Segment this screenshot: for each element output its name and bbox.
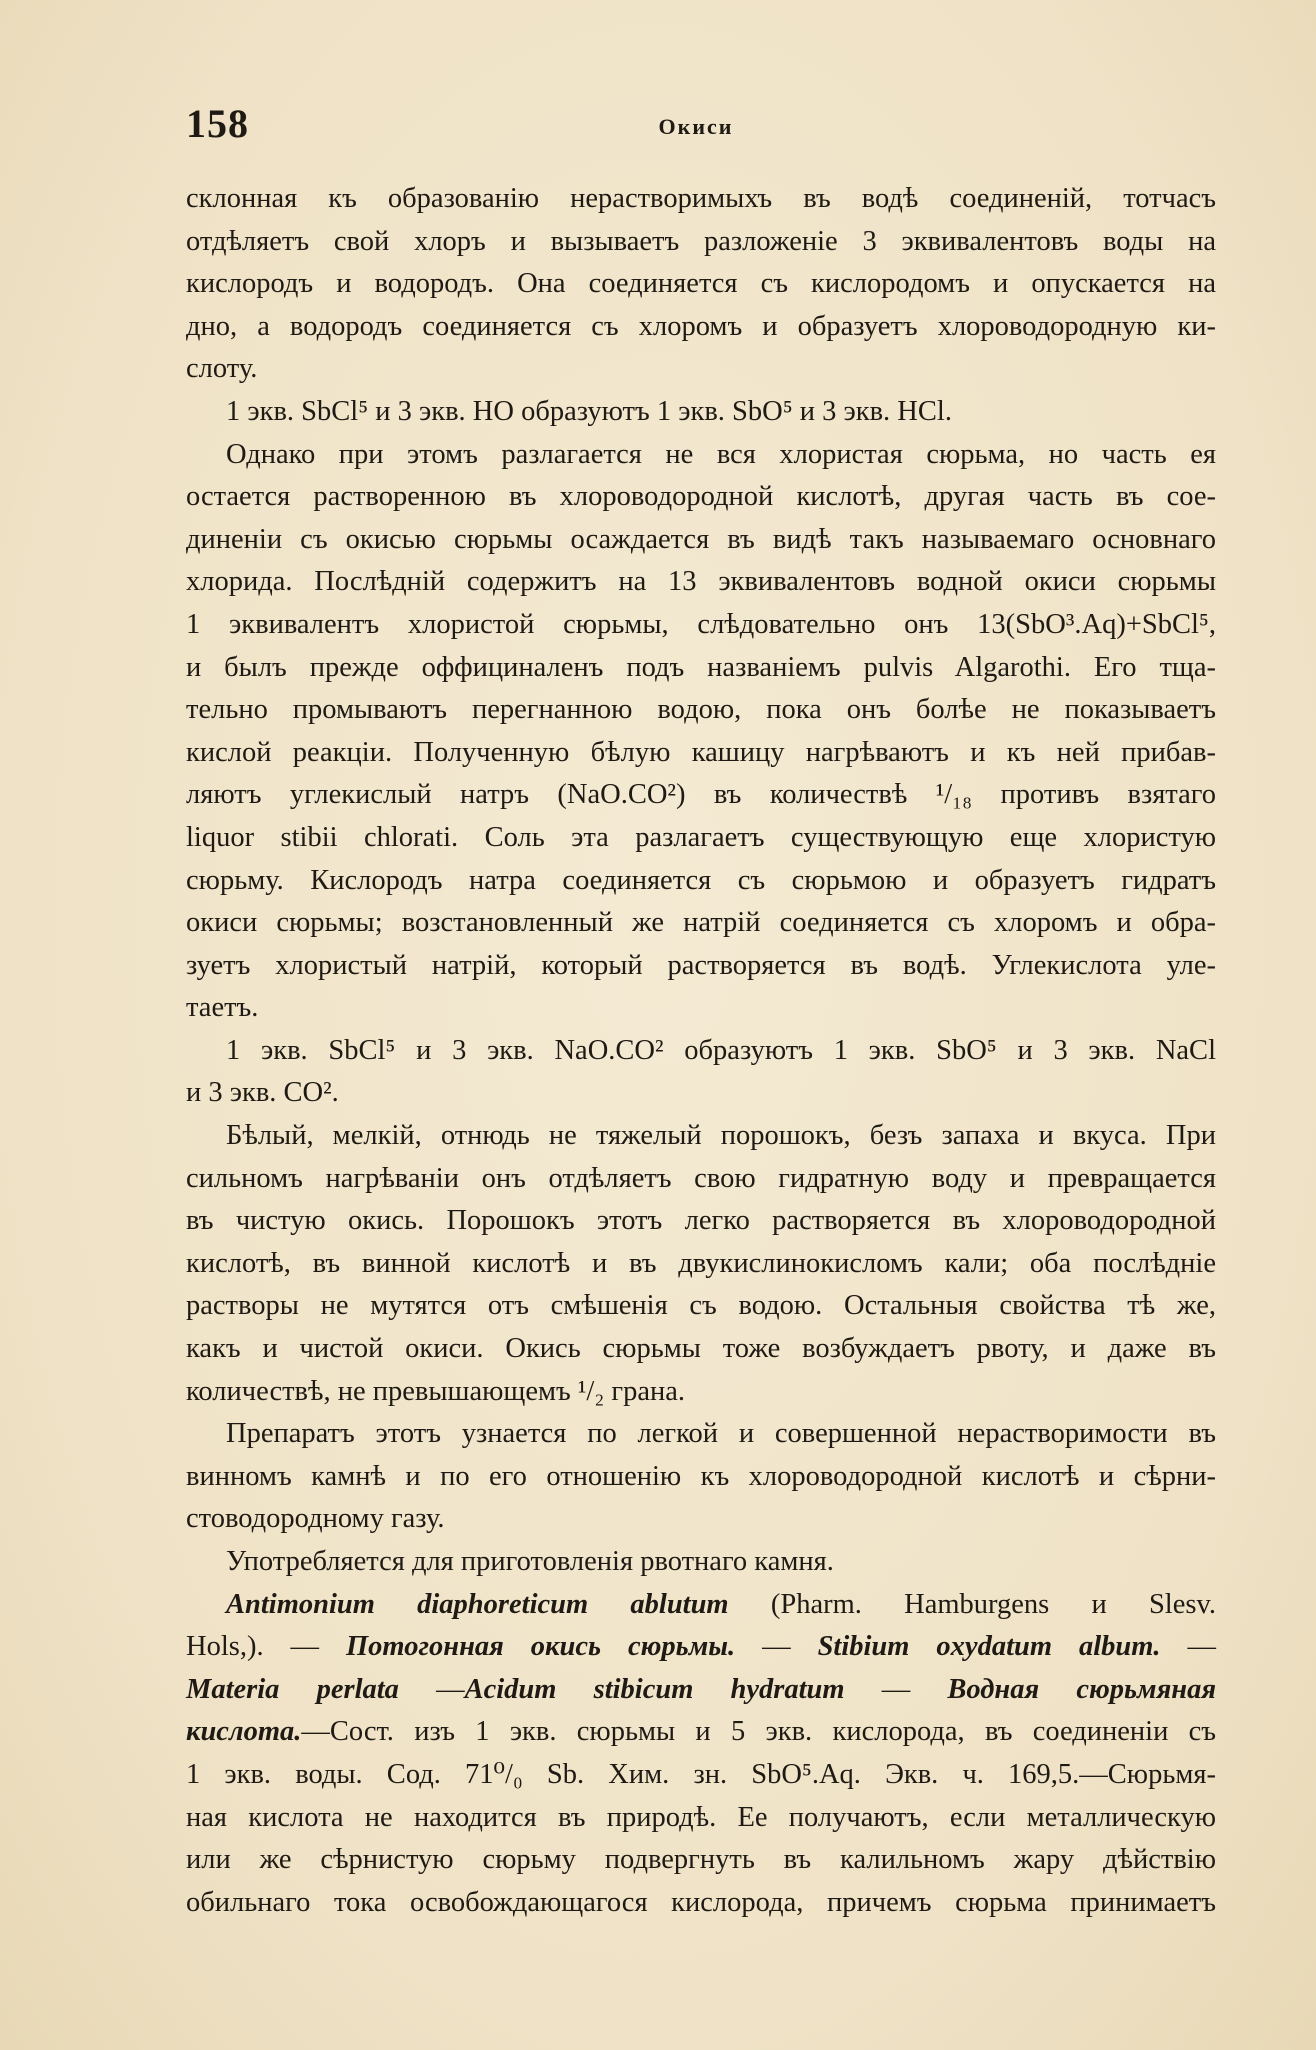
text-line: стоводородному газу. [186,1503,445,1535]
text-line: какъ и чистой окиси. Окись сюрьмы тоже возбуждаетъ рвоту, и даже въ [186,1333,1216,1365]
text-line: Препаратъ этотъ узнается по легкой и совершенной нерастворимости въ [226,1418,1216,1450]
text-run: — [844,1673,948,1705]
text-line: хлорида. Послѣдній содержитъ на 13 эквивалентовъ водной окиси сюрьмы [186,566,1216,598]
text-line: кислотѣ, въ винной кислотѣ и въ двукислинокисломъ кали; оба послѣдніе [186,1247,1216,1279]
text-line: 1 эквивалентъ хлористой сюрьмы, слѣдовательно онъ 13(SbO³.Aq)+SbCl⁵, [186,608,1216,640]
text-line: или же сѣрнистую сюрьму подвергнуть въ калильномъ жару дѣйствію [186,1844,1216,1876]
text-line: количествѣ, не превышающемъ ¹/₂ грана. [186,1375,686,1407]
text-run: Hols,). — [186,1631,347,1663]
text-line: отдѣляетъ свой хлоръ и вызываетъ разложеніе 3 эквивалентовъ воды на [186,225,1216,257]
italic-term: Потогонная окись сюрьмы. [346,1631,736,1663]
text-line: диненіи съ окисью сюрьмы осаждается въ видѣ такъ называемаго основнаго [186,523,1216,555]
text-line: ляютъ углекислый натръ (NaO.CO²) въ количествѣ ¹/₁₈ противъ взятаго [186,779,1216,811]
text-line: Бѣлый, мелкій, отнюдь не тяжелый порошокъ, безъ запаха и вкуса. При [226,1120,1216,1152]
italic-term: Stibium oxydatum album. [817,1631,1161,1663]
text-line [186,1669,1216,1712]
final-paragraph [186,1584,1216,1925]
text-run: — [735,1631,818,1663]
text-line: склонная къ образованію нерастворимыхъ въ водѣ соединеній, тотчасъ [186,183,1216,214]
text-run: — [1160,1631,1216,1663]
text-line [186,1584,1216,1627]
text-line: ная кислота не находится въ природѣ. Ее получаютъ, если металлическую [186,1801,1216,1833]
text-line: 1 экв. SbCl⁵ и 3 экв. HO образуютъ 1 экв. SbO⁵ и 3 экв. HCl. [226,395,952,427]
text-line: 1 экв. SbCl⁵ и 3 экв. NaO.CO² образуютъ 1 экв. SbO⁵ и 3 экв. NaCl [226,1034,1216,1066]
text-line: кислой реакціи. Полученную бѣлую кашицу нагрѣваютъ и къ ней прибав- [186,736,1216,768]
text-line: и былъ прежде оффициналенъ подъ названіемъ pulvis Algarothi. Его тща- [186,651,1216,683]
page-number: 158 [186,101,249,146]
text-line: остается растворенною въ хлороводородной кислотѣ, другая часть въ сое- [186,481,1216,513]
italic-term: Materia perlata [186,1673,399,1705]
text-line: тельно промываютъ перегнанною водою, пока онъ болѣе не показываетъ [186,694,1216,726]
text-line: сюрьму. Кислородъ натра соединяется съ сюрьмою и образуетъ гидратъ [186,864,1216,896]
text-line: окиси сюрьмы; возстановленный же натрій соединяется съ хлоромъ и обра- [186,907,1216,939]
text-line: 1 экв. воды. Сод. 71⁰/₀ Sb. Хим. зн. SbO⁵.Aq. Экв. ч. 169,5.—Сюрьмя- [186,1758,1216,1790]
italic-term: Antimonium diaphoreticum ablutum [226,1588,729,1620]
text-line: дно, а водородъ соединяется съ хлоромъ и образуетъ хлороводородную ки- [186,310,1216,342]
text-lines [186,178,1216,1584]
page-body [186,178,1216,1924]
text-line: обильнаго тока освобождающагося кислорода, причемъ сюрьма принимаетъ [186,1886,1216,1918]
page-header [186,100,1206,150]
italic-term: Водная сюрьмяная [947,1673,1217,1705]
text-line [186,1626,1216,1669]
text-line: Однако при этомъ разлагается не вся хлористая сюрьма, но часть ея [226,438,1216,470]
text-line: растворы не мутятся отъ смѣшенія съ водою. Остальныя свойства тѣ же, [186,1290,1216,1322]
text-line: Употребляется для приготовленія рвотнаго камня. [226,1546,834,1577]
text-line: и 3 экв. CO². [186,1077,339,1109]
text-line: сильномъ нагрѣваніи онъ отдѣляетъ свою гидратную воду и превращается [186,1162,1216,1194]
text-run: (Pharm. Hamburgens и Slesv. [728,1588,1216,1620]
text-line: кислородъ и водородъ. Она соединяется съ кислородомъ и опускается на [186,268,1216,300]
text-line: liquor stibii chlorati. Соль эта разлагаетъ существующую еще хлористую [186,821,1216,853]
italic-term: Acidum stibicum hydratum [464,1673,845,1705]
text-line: слоту. [186,353,258,385]
text-line: таетъ. [186,992,259,1024]
text-run: — [398,1673,465,1705]
text-run: —Сост. изъ 1 экв. сюрьмы и 5 экв. кислорода, въ соединеніи съ [301,1716,1216,1748]
text-line: винномъ камнѣ и по его отношенію къ хлороводородной кислотѣ и сѣрни- [186,1460,1216,1492]
text-line [186,1711,1216,1754]
italic-term: кислота. [186,1716,302,1748]
text-line: въ чистую окись. Порошокъ этотъ легко растворяется въ хлороводородной [186,1205,1216,1237]
running-head: Окиси [658,114,734,139]
text-line: зуетъ хлористый натрій, который растворяется въ водѣ. Углекислота уле- [186,949,1216,981]
